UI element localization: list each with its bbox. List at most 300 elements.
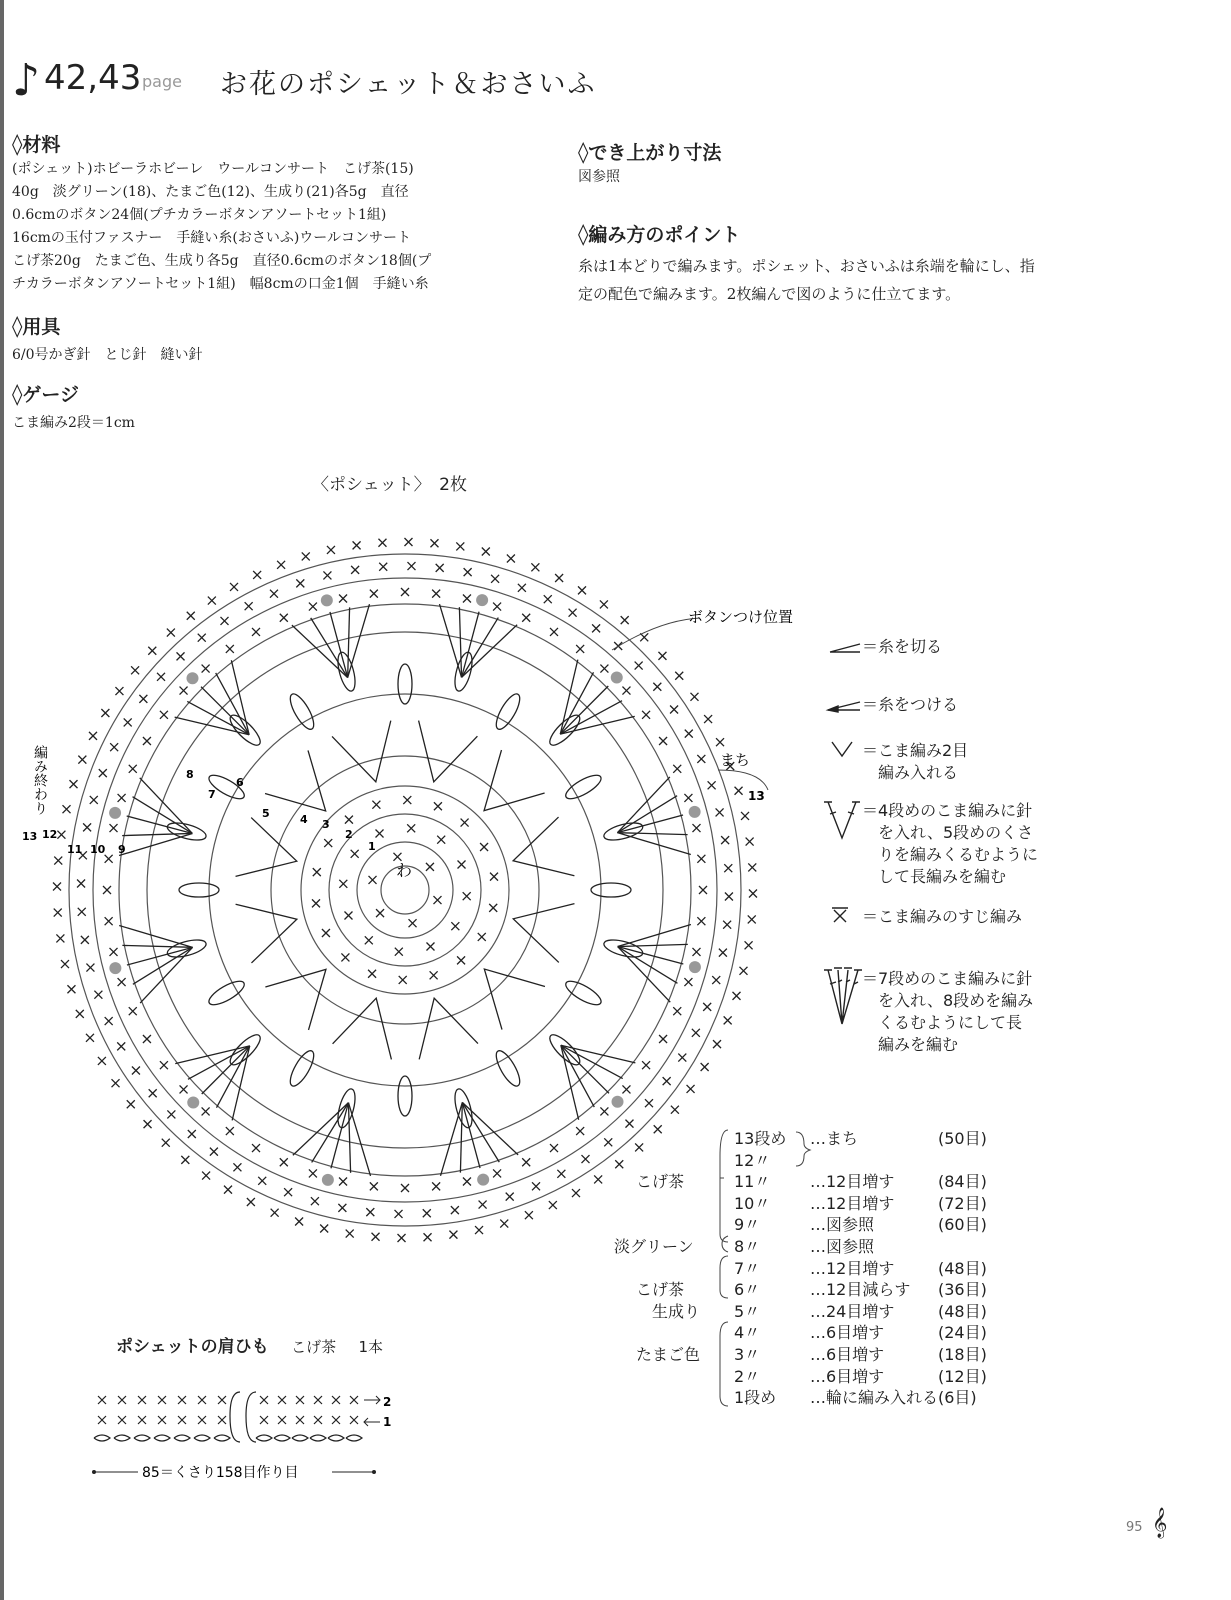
sc-stitch-mark [143, 1035, 151, 1043]
sc-stitch-mark [430, 971, 438, 979]
sc-stitch-mark [277, 561, 285, 569]
strap-chain [114, 1435, 130, 1441]
svg-text:編み終わり: 編み終わり [32, 745, 48, 815]
dc-fan-mark [127, 816, 193, 833]
sc-stitch-mark [143, 737, 151, 745]
apple-icon: ◊ [12, 382, 23, 406]
row-yarn-color: こげ茶 [636, 1280, 685, 1300]
sc-stitch-mark [576, 645, 584, 653]
sc-stitch-mark [57, 831, 65, 839]
sc-stitch-mark [56, 934, 64, 942]
sc-stitch-mark [162, 1139, 170, 1147]
strap-count: 1本 [358, 1338, 384, 1356]
sc-stitch-mark [345, 816, 353, 824]
tools-text: 6/0号かぎ針 とじ針 縫い針 [12, 347, 203, 363]
sc-stitch-mark [149, 1089, 157, 1097]
strap-break-left [230, 1392, 240, 1442]
row1-arrow-icon [364, 1418, 380, 1426]
sc-stitch-mark [748, 863, 756, 871]
sc-stitch-mark [118, 978, 126, 986]
row-note: …12目増す [810, 1193, 895, 1213]
sc-stitch-mark [379, 563, 387, 571]
sc-stitch-mark [112, 1079, 120, 1087]
sc-stitch-mark [160, 1061, 168, 1069]
sc-stitch-mark [86, 964, 94, 972]
finished-size-text: 図参照 [578, 169, 620, 185]
round-number-label: 4 [300, 813, 308, 826]
sc-stitch-mark [436, 564, 444, 572]
strap-chain [174, 1435, 190, 1441]
legend-sc2: ＝こま編み2目 編み入れる [862, 741, 969, 782]
strap-sc-row1 [218, 1416, 226, 1424]
dc-fan-mark [460, 1102, 462, 1172]
dc-fan-mark [462, 612, 479, 678]
sc-stitch-mark [482, 548, 490, 556]
sc-stitch-mark [270, 590, 278, 598]
sc-stitch-mark [83, 823, 91, 831]
sc-stitch-mark [699, 886, 707, 894]
dc-fan-mark [561, 1045, 609, 1093]
strap-sc-row2 [178, 1396, 186, 1404]
sc-stitch-mark [685, 730, 693, 738]
sc-stitch-mark [81, 936, 89, 944]
materials-line: (ポシェット)ホビーラホビーレ ウールコンサート こげ茶(15) [12, 161, 414, 177]
sc-stitch-mark [735, 787, 743, 795]
button-dot [109, 807, 121, 819]
sc-stitch-mark [569, 609, 577, 617]
tools-heading: ◊用具 [12, 314, 61, 338]
sc-stitch-mark [309, 603, 317, 611]
sc-stitch-mark [531, 563, 539, 571]
dc-fan-mark [618, 947, 684, 964]
sc-stitch-mark [393, 853, 401, 861]
page-title: お花のポシェット＆おさいふ [220, 69, 597, 100]
sc-stitch-mark [280, 614, 288, 622]
sc-stitch-mark [110, 948, 118, 956]
sc-stitch-mark [433, 896, 441, 904]
button-dot [187, 1097, 199, 1109]
apple-icon: ◊ [12, 314, 23, 338]
chain-end-dot [372, 1470, 376, 1474]
sc-stitch-mark [703, 1003, 711, 1011]
legend-join: ＝糸をつける [862, 695, 959, 714]
sc-stitch-mark [61, 960, 69, 968]
dc-fan-mark [202, 1046, 250, 1094]
row-yarn-color: こげ茶 [636, 1172, 685, 1192]
center-label: わ [396, 861, 413, 880]
sc-stitch-mark [697, 755, 705, 763]
sc-stitch-mark [312, 899, 320, 907]
sc-stitch-mark [659, 737, 667, 745]
sc-stitch-mark [663, 1077, 671, 1085]
sc-stitch-mark [403, 796, 411, 804]
sc-stitch-mark [489, 904, 497, 912]
sc-stitch-mark [645, 1099, 653, 1107]
sc-stitch-mark [401, 588, 409, 596]
strap-sc-row1 [158, 1416, 166, 1424]
dc-wrap-round8-icon [824, 968, 862, 1024]
sc-stitch-mark [724, 864, 732, 872]
gauge-text: こま編み2段＝1cm [12, 415, 135, 431]
sc-stitch-mark [461, 819, 469, 827]
row-count: (18目) [938, 1345, 987, 1364]
strap-sc-row2 [296, 1396, 304, 1404]
strap-color: こげ茶 [291, 1338, 337, 1356]
dc-fan-mark [348, 1103, 350, 1173]
dc-fan-mark [348, 607, 350, 677]
sc-stitch-mark [687, 1085, 695, 1093]
sc-stitch-mark [732, 992, 740, 1000]
sc-stitch-mark [748, 915, 756, 923]
strap-chain [214, 1435, 230, 1441]
chain-petal-mark [206, 977, 248, 1009]
strap-sc-row2 [350, 1396, 358, 1404]
row-note: …まち [810, 1129, 859, 1148]
dc-fan-mark [119, 833, 192, 855]
row-note: …6目増す [810, 1366, 885, 1386]
row-count: (50目) [938, 1129, 987, 1148]
apple-icon: ◊ [12, 132, 23, 156]
sc-stitch-mark [167, 1110, 175, 1118]
sc-stitch-mark [659, 1035, 667, 1043]
strap-sc-row2 [260, 1396, 268, 1404]
dc-v-mark [265, 750, 326, 811]
sc-stitch-mark [600, 600, 608, 608]
row-count: (36目) [938, 1280, 987, 1300]
strap-sc-row1 [138, 1416, 146, 1424]
points-line: 定の配色で編みます。2枚編んで図のように仕立てます。 [578, 285, 961, 303]
sc-stitch-mark [370, 590, 378, 598]
sc-stitch-mark [746, 838, 754, 846]
sc-stitch-mark [653, 683, 661, 691]
row-note: …図参照 [810, 1237, 875, 1256]
sc-stitch-mark [372, 1233, 380, 1241]
sc-stitch-mark [399, 976, 407, 984]
strap-sc-row2 [278, 1396, 286, 1404]
sc-stitch-mark [721, 836, 729, 844]
sc-stitch-mark [177, 652, 185, 660]
chain-petal-mark [398, 664, 412, 704]
page-numbers: 42,43 [44, 58, 142, 98]
button-dot [322, 1174, 334, 1186]
sc-stitch-mark [245, 602, 253, 610]
strap-sc-row1 [296, 1416, 304, 1424]
sc-stitch-mark [378, 539, 386, 547]
sc-stitch-mark [284, 1188, 292, 1196]
sc-stitch-mark [557, 1170, 565, 1178]
row-note: …24目増す [810, 1301, 895, 1321]
sc-stitch-mark [640, 633, 648, 641]
sc-stitch-mark [323, 571, 331, 579]
sc-stitch-mark [144, 1120, 152, 1128]
sc-stitch-mark [426, 943, 434, 951]
legend-cut: ＝糸を切る [862, 637, 943, 656]
sc-stitch-mark [198, 634, 206, 642]
finished-size-heading: ◊でき上がり寸法 [578, 140, 722, 164]
chain-end-dot [92, 1470, 96, 1474]
round-number-label: 3 [322, 818, 330, 831]
sc-stitch-mark [456, 542, 464, 550]
sc-stitch-mark [322, 929, 330, 937]
sc-stitch-mark [157, 673, 165, 681]
sc-stitch-mark [311, 1197, 319, 1205]
sc-stitch-mark [480, 843, 488, 851]
strap-chain [292, 1435, 308, 1441]
sc-stitch-mark [252, 628, 260, 636]
sc-stitch-mark [572, 1189, 580, 1197]
sc-stitch-mark [600, 665, 608, 673]
sc-stitch-mark [258, 1177, 266, 1185]
chain-petal-mark [563, 977, 605, 1009]
sc-stitch-mark [366, 1208, 374, 1216]
sc-stitch-mark [76, 1010, 84, 1018]
points-heading: ◊編み方のポイント [578, 222, 741, 246]
button-dot [186, 672, 198, 684]
sc-stitch-mark [675, 672, 683, 680]
sc-stitch-mark [690, 693, 698, 701]
sc-stitch-mark [622, 1085, 630, 1093]
sc-stitch-mark [449, 1231, 457, 1239]
strap-sc-row1 [260, 1416, 268, 1424]
row-round: 1段め [734, 1388, 777, 1408]
row-round: 10〃 [734, 1193, 771, 1213]
sc-stitch-mark [479, 1201, 487, 1209]
strap-sc-row2 [198, 1396, 206, 1404]
button-dot [689, 806, 701, 818]
treble-clef-icon: 𝄞 [1152, 1508, 1168, 1538]
sc-stitch-mark [148, 647, 156, 655]
sc-stitch-mark [338, 1204, 346, 1212]
sc-stitch-mark [124, 718, 132, 726]
sc-stitch-mark [673, 1007, 681, 1015]
button-dot [611, 671, 623, 683]
sc-stitch-mark [635, 662, 643, 670]
sc-stitch-mark [117, 1042, 125, 1050]
dc-v-mark [265, 969, 326, 1030]
sc-stitch-mark [745, 941, 753, 949]
sc-stitch-mark [320, 1224, 328, 1232]
dc-v-mark [484, 750, 545, 811]
round-number-label: 7 [208, 788, 216, 801]
sc-stitch-mark [110, 743, 118, 751]
round-ring [209, 694, 601, 1086]
sc-stitch-mark [692, 824, 700, 832]
strap-row2-label: 2 [383, 1395, 392, 1409]
page-label: page [142, 72, 182, 91]
sc-stitch-mark [684, 794, 692, 802]
sc-stitch-mark [704, 715, 712, 723]
sc-stitch-mark [395, 1210, 403, 1218]
sc-stitch-mark [522, 1158, 530, 1166]
strap-sc-row2 [98, 1396, 106, 1404]
sc-stitch-mark [118, 794, 126, 802]
sc-stitch-mark [280, 1158, 288, 1166]
sc-stitch-mark [426, 863, 434, 871]
chain-petal-mark [286, 1048, 318, 1090]
round-number-label: 10 [90, 843, 106, 856]
sc-2-in-one-icon [832, 742, 852, 756]
strap-break-right [246, 1392, 256, 1442]
strap-sc-row2 [314, 1396, 322, 1404]
legend-dc-wrap8: ＝7段めのこま編みに針 を入れ、8段めを編み くるむようにして長 編みを編む [862, 969, 1034, 1054]
dc-fan-mark [348, 604, 370, 677]
apple-icon: ◊ [578, 222, 589, 246]
sc-stitch-mark [407, 562, 415, 570]
dc-fan-mark [348, 1103, 370, 1176]
sc-stitch-mark [550, 628, 558, 636]
strap-sc-row1 [332, 1416, 340, 1424]
strap-sc-row2 [218, 1396, 226, 1404]
dc-fan-mark [459, 607, 461, 677]
row-round: 6〃 [734, 1280, 761, 1300]
sc-stitch-mark [395, 948, 403, 956]
sc-stitch-mark [592, 624, 600, 632]
sc-stitch-mark [697, 917, 705, 925]
legend-dc-wrap5: ＝4段めのこま編みに針 を入れ、5段めのくさ りを編みくるむように して長編みを編む [862, 801, 1039, 886]
row-round: 5〃 [734, 1301, 761, 1321]
button-dot [477, 1174, 489, 1186]
row-count: (60目) [938, 1215, 987, 1235]
sc-stitch-mark [493, 1169, 501, 1177]
strap-sc-row2 [158, 1396, 166, 1404]
dc-fan-mark [618, 924, 691, 946]
sc-stitch-mark [103, 886, 111, 894]
strap-sc-row1 [198, 1416, 206, 1424]
sc-stitch-mark [110, 824, 118, 832]
materials-line: こげ茶20g たまご色、生成り各5g 直径0.6cmのボタン18個(プ [12, 253, 432, 269]
sc-stitch-mark [500, 1220, 508, 1228]
row-note: …6目増す [810, 1345, 885, 1364]
sc-stitch-mark [139, 695, 147, 703]
row-yarn-color: 淡グリーン [614, 1237, 694, 1256]
sc-stitch-mark [181, 1156, 189, 1164]
sc-stitch-mark [398, 1234, 406, 1242]
join-yarn-arrow-icon [828, 706, 838, 712]
strap-sc-row1 [178, 1416, 186, 1424]
sc-stitch-mark [749, 889, 757, 897]
strap-chain [256, 1435, 272, 1441]
round-number-label: 1 [368, 840, 376, 853]
sc-stitch-mark [424, 1233, 432, 1241]
sc-stitch-mark [490, 873, 498, 881]
row-round: 12〃 [734, 1150, 771, 1170]
sc-stitch-mark [202, 665, 210, 673]
button-leader-line [612, 618, 700, 650]
strap-chain [94, 1435, 110, 1441]
strap-sc-row1 [278, 1416, 286, 1424]
sc-stitch-mark [708, 781, 716, 789]
sc-stitch-mark [376, 909, 384, 917]
chain-label: 85＝くさり158目作り目 [142, 1465, 299, 1481]
dc-fan-mark [617, 833, 690, 855]
row-count: (84目) [938, 1172, 987, 1192]
sc-stitch-mark [658, 652, 666, 660]
sc-stitch-mark [522, 614, 530, 622]
gusset-label: まち [720, 751, 751, 769]
sc-stitch-mark [581, 1155, 589, 1163]
row-count: (24目) [938, 1323, 987, 1343]
chain-petal-mark [286, 691, 318, 733]
sc-stitch-mark [105, 917, 113, 925]
sc-stitch-mark [451, 922, 459, 930]
sc-stitch-mark [457, 956, 465, 964]
rows-brackets [700, 1126, 820, 1416]
dc-fan-mark [617, 833, 687, 835]
dc-fan-mark [122, 833, 192, 835]
sc-stitch-mark [369, 876, 377, 884]
sc-stitch-mark [129, 765, 137, 773]
sc-stitch-mark [719, 949, 727, 957]
sc-stitch-mark [271, 1209, 279, 1217]
strap-chain [274, 1435, 290, 1441]
sc-stitch-mark [544, 595, 552, 603]
sc-stitch-mark [491, 575, 499, 583]
sc-stitch-mark [296, 579, 304, 587]
sc-stitch-mark [94, 991, 102, 999]
sc-stitch-mark [370, 1182, 378, 1190]
sc-stitch-mark [105, 1017, 113, 1025]
sc-stitch-mark [670, 706, 678, 714]
sc-stitch-mark [368, 970, 376, 978]
round-13-right: 13 [748, 789, 765, 803]
sc-stitch-mark [98, 1057, 106, 1065]
bracket-green [722, 1236, 728, 1252]
sc-stitch-mark [101, 709, 109, 717]
sc-stitch-mark [302, 552, 310, 560]
sc-stitch-mark [576, 1127, 584, 1135]
strap-chart [80, 1390, 440, 1490]
sc-stitch-mark [642, 711, 650, 719]
row-note: …輪に編み入れる(6目) [810, 1388, 977, 1408]
sc-stitch-mark [63, 805, 71, 813]
row-round: 13段め [734, 1129, 787, 1148]
round-number-label: 9 [118, 843, 126, 856]
sc-stitch-mark [712, 976, 720, 984]
sc-stitch-mark [105, 855, 113, 863]
legend-sc-back: ＝こま編みのすじ編み [862, 907, 1023, 926]
row-round: 11〃 [734, 1172, 771, 1192]
sc-stitch-mark [432, 590, 440, 598]
materials-line: 16cmの玉付ファスナー 手縫い糸(おさいふ)ウールコンサート [12, 230, 412, 246]
sc-stitch-mark [671, 1106, 679, 1114]
sc-stitch-mark [432, 1182, 440, 1190]
sc-stitch-mark [621, 616, 629, 624]
sc-stitch-mark [600, 1107, 608, 1115]
sc-stitch-mark [701, 1063, 709, 1071]
strap-sc-row2 [332, 1396, 340, 1404]
strap-sc-row2 [138, 1396, 146, 1404]
strap-sc-row1 [118, 1416, 126, 1424]
chain-petal-mark [398, 1076, 412, 1116]
diagram-title: 〈ポシェット〉 2枚 [312, 475, 467, 495]
music-note-icon: ♪ [12, 55, 41, 106]
row-round: 8〃 [734, 1237, 761, 1256]
sc-stitch-mark [692, 948, 700, 956]
strap-sc-row1 [98, 1416, 106, 1424]
row-note: …12目増す [810, 1172, 895, 1192]
sc-stitch-mark [160, 711, 168, 719]
row-note: …図参照 [810, 1215, 875, 1235]
sc-stitch-mark [54, 909, 62, 917]
sc-stitch-mark [253, 571, 261, 579]
round-number-label: 5 [262, 807, 270, 820]
sc-stitch-mark [376, 829, 384, 837]
sc-stitch-mark [210, 1148, 218, 1156]
sc-stitch-mark [407, 824, 415, 832]
sc-stitch-mark [493, 603, 501, 611]
sc-stitch-mark [673, 765, 681, 773]
bracket-kogecha-mid [720, 1256, 728, 1298]
